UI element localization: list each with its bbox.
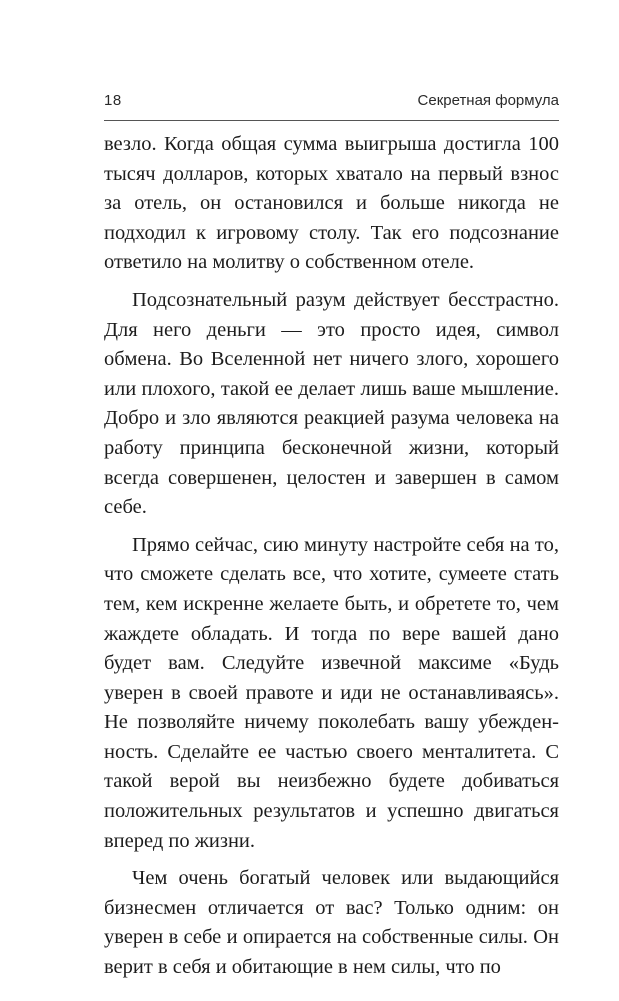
running-header: [104, 92, 559, 116]
running-title: Секретная формула: [417, 92, 559, 109]
paragraph: Чем очень богатый человек или выдающийся бизнесмен отличается от вас? Только одним: он уверен в себе и опирается на собственные силы. Он верит в себя и обитающие в нем силы, что по: [104, 867, 559, 979]
page-number: 18: [104, 92, 122, 109]
paragraph: Подсознательный разум действует бесстрастно. Для него деньги — это просто идея, символ обмена. Во Вселенной нет ничего злого, хорошего или плохого, такой ее делает лишь ваше мышление. Добро и зло являются реакцией разума человека на работу принципа бесконечной жизни, который всегда совершенен, целостен и завершен в самом себе.: [104, 288, 559, 519]
paragraph: Прямо сейчас, сию минуту настройте себя на то, что сможете сделать все, что хотите, сумеете стать тем, кем искренне желаете быть, и обретете то, чем жаждете обладать. И тогда по вере вашей дано будет вам. Следуйте извечной максиме «Будь уверен в своей правоте и иди не останавливаясь». Не позволяйте ничему поколебать вашу убежденность. Сделайте ее частью своего менталитета. С такой верой вы неизбежно будете добиваться положительных результатов и успешно двигаться вперед по жизни.: [104, 533, 559, 852]
header-divider: [104, 120, 559, 121]
body-text: [104, 130, 559, 983]
paragraph-continuation: везло. Когда общая сумма выигрыша достигла 100 тысяч долларов, которых хватало на первый взнос за отель, он остановился и больше никогда не подходил к игровому столу. Так его подсознание ответило на молитву о собственном отеле.: [104, 133, 559, 274]
